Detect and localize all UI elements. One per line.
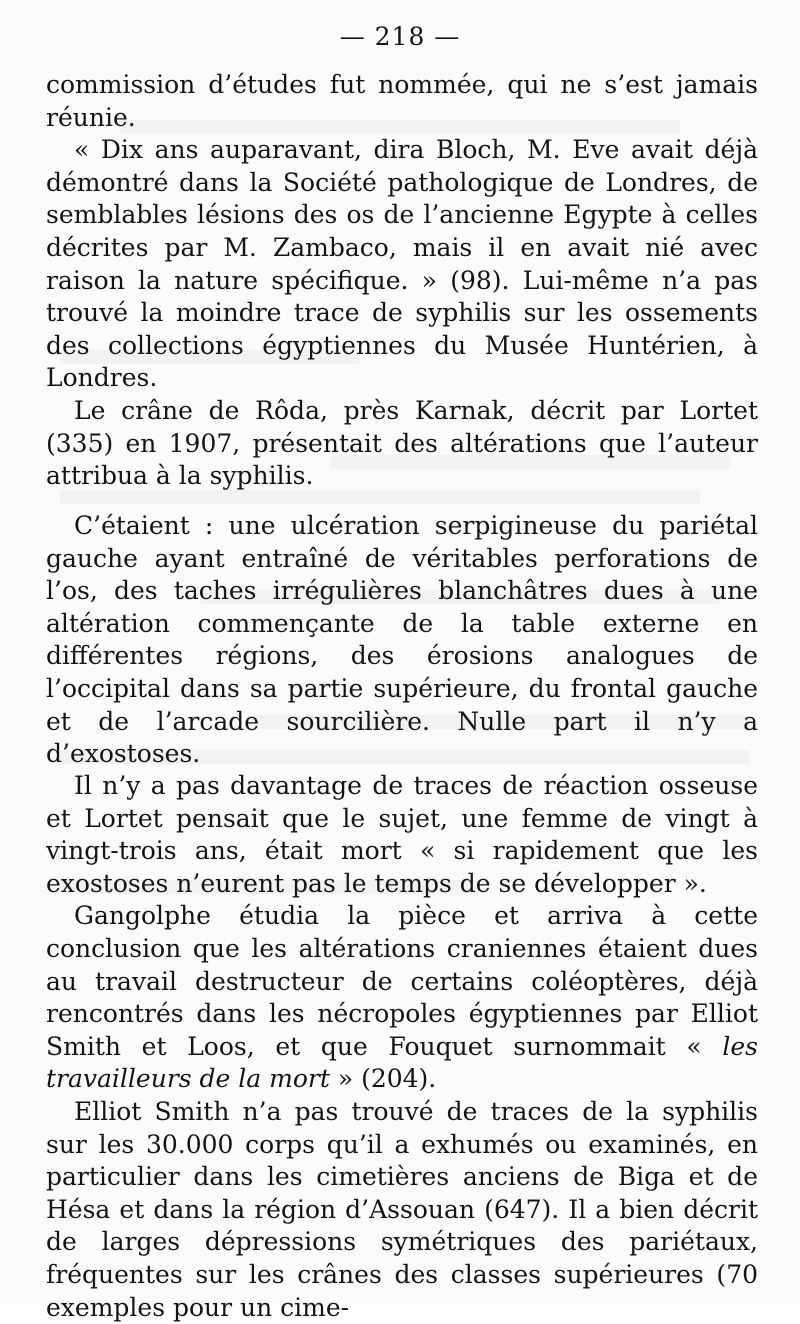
page-number: — 218 — bbox=[339, 22, 461, 51]
text-block-middle bbox=[46, 510, 758, 771]
paragraph-2: « Dix ans auparavant, dira Bloch, M. Eve avait déjà démontré dans la Société pathologique de Londres, de semblables lésions des os de l’ancienne Egypte à celles décrites par M. Zambaco, mais il en avait nié avec raison la nature spécifique. » (98). Lui-même n’a pas trouvé la moindre trace de syphilis sur les ossements des collections égyptiennes du Musée Huntérien, à Londres. bbox=[46, 135, 758, 393]
paragraph-6-end: » (204). bbox=[329, 1064, 437, 1094]
paragraph-5: Il n’y a pas davantage de traces de réaction osseuse et Lortet pensait que le sujet, une femme de vingt à vingt-trois ans, était mort « si rapidement que les exostoses n’eurent pas le temps de se développer ». bbox=[46, 771, 758, 898]
paragraph-3: Le crâne de Rôda, près Karnak, décrit par Lortet (335) en 1907, présentait des altérations que l’auteur attribua à la syphilis. bbox=[46, 395, 758, 491]
paragraph-7: Elliot Smith n’a pas trouvé de traces de la syphilis sur les 30.000 corps qu’il a exhumés ou examinés, en particulier dans les cimetières anciens de Biga et de Hésa et dans la région d’Assouan (647). Il a bien décrit de larges dépressions symétriques des pariétaux, fréquentes sur les crânes des classes supérieures (70 exemples pour un cime- bbox=[46, 1096, 758, 1322]
paragraph-4: C’étaient : une ulcération serpigineuse du pariétal gauche ayant entraîné de véritables perforations de l’os, des taches irrégulières blanchâtres dues à une altération commençante de la table externe en différentes régions, des érosions analogues de l’occipital dans sa partie supérieure, du frontal gauche et de l’arcade sourcilière. Nulle part il n’y a d’exostoses. bbox=[46, 511, 758, 769]
italic-quote: les travailleurs de la mort bbox=[46, 1031, 758, 1094]
paragraph-1: commission d’études fut nommée, qui ne s’est jamais réunie. bbox=[46, 70, 758, 132]
paragraph-6 bbox=[46, 900, 758, 1096]
text-block-top bbox=[46, 69, 758, 493]
text-block-bottom bbox=[46, 770, 758, 1324]
paragraph-6-text: Gangolphe étudia la pièce et arriva à cette conclusion que les altérations craniennes étaient dues au travail destructeur de certains coléoptères, déjà rencontrés dans les nécropoles égyptiennes par Elliot Smith et Loos, et que Fouquet surnommait « bbox=[46, 901, 758, 1061]
